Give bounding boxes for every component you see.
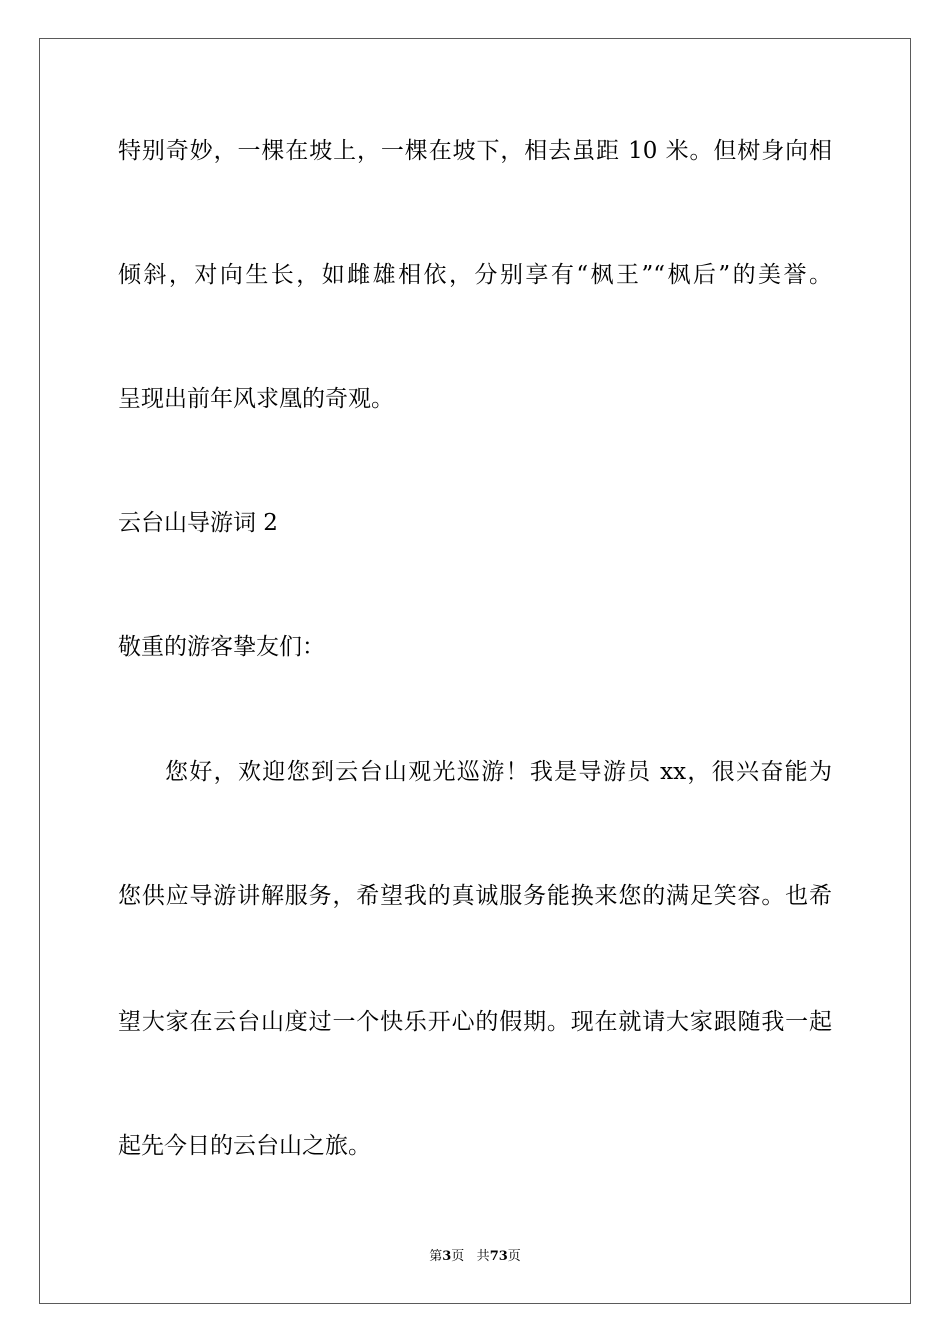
paragraph-line-3: 呈现出前年风求凰的奇观。 [118, 386, 394, 412]
total-prefix: 共 [476, 1249, 490, 1264]
paragraph-line-1: 特别奇妙，一棵在坡上，一棵在坡下，相去虽距 10 米。但树身向相 [118, 138, 832, 164]
salutation-line: 敬重的游客挚友们： [118, 634, 325, 660]
paragraph-line-9: 起先今日的云台山之旅。 [118, 1133, 371, 1159]
page-frame [39, 38, 911, 1304]
total-suffix: 页 [507, 1249, 521, 1264]
paragraph-line-6: 您好，欢迎您到云台山观光巡游！我是导游员 xx，很兴奋能为 [165, 759, 832, 785]
page-number: 3 [442, 1249, 452, 1264]
page-suffix: 页 [451, 1249, 465, 1264]
total-pages: 73 [489, 1249, 508, 1264]
page-prefix: 第 [429, 1249, 443, 1264]
page-footer [0, 1248, 950, 1266]
paragraph-line-8: 望大家在云台山度过一个快乐开心的假期。现在就请大家跟随我一起 [118, 1009, 832, 1035]
section-heading: 云台山导游词 2 [118, 510, 278, 536]
paragraph-line-7: 您供应导游讲解服务，希望我的真诚服务能换来您的满足笑容。也希 [118, 883, 832, 909]
paragraph-line-2: 倾斜，对向生长，如雌雄相依，分别享有“枫王”“枫后”的美誉。 [118, 262, 832, 288]
